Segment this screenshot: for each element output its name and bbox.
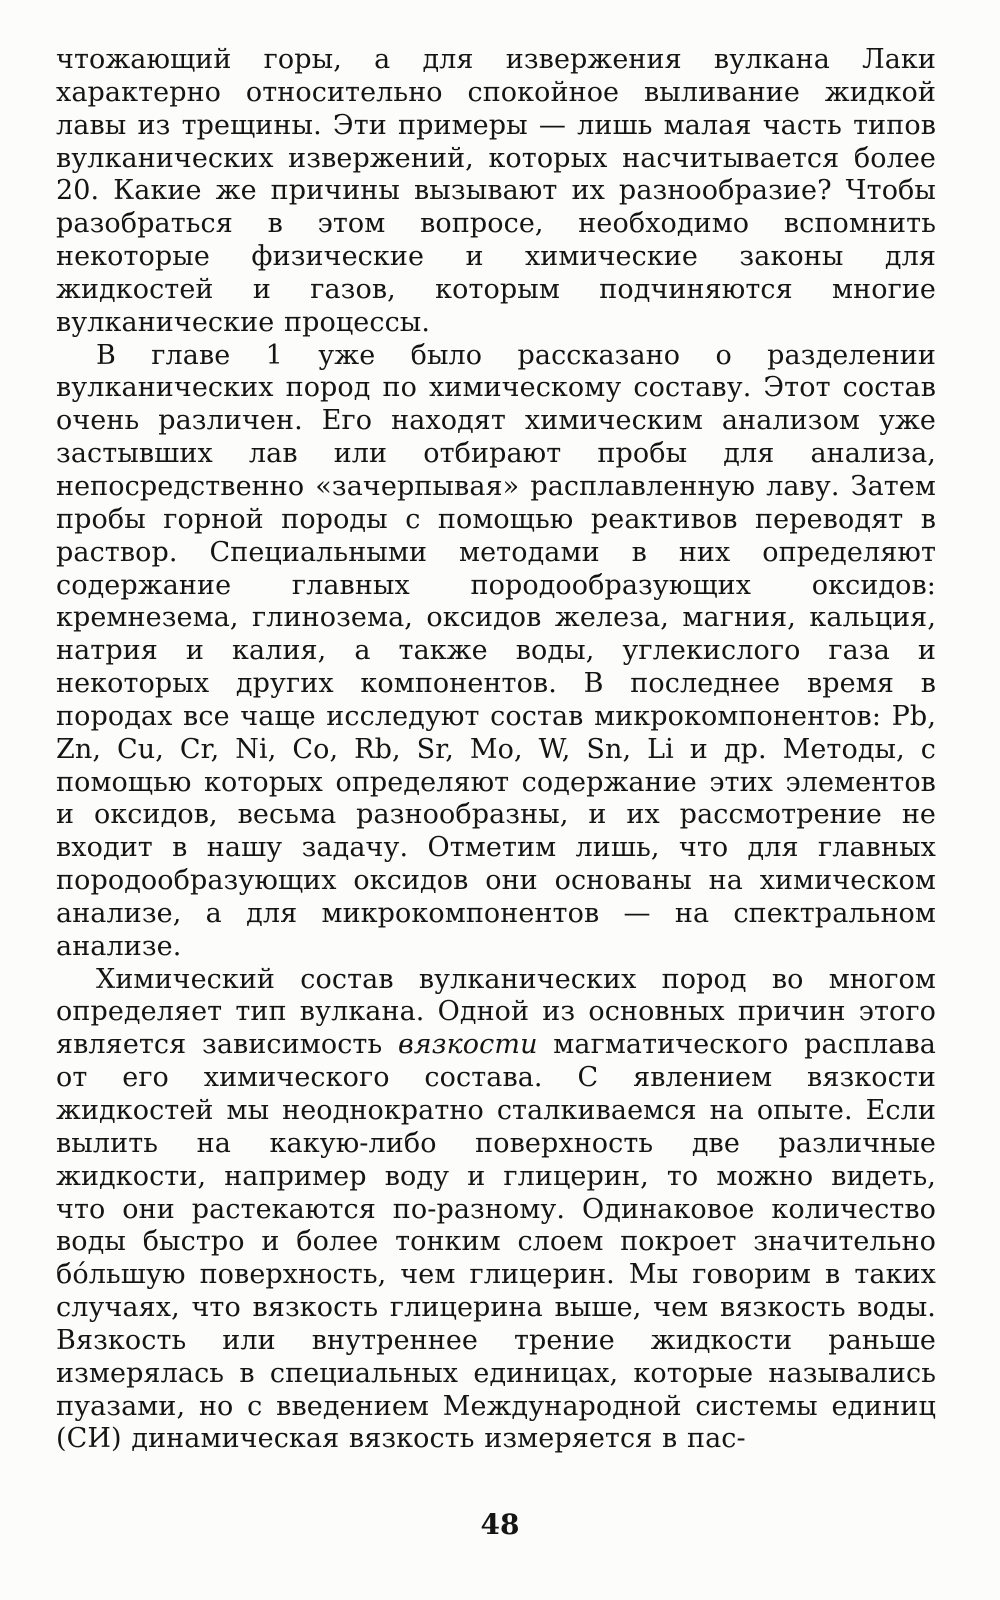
- body-text: [56, 44, 936, 1456]
- term-viscosity: вязкости: [397, 1029, 538, 1061]
- page-number: 48: [480, 1508, 520, 1541]
- paragraph-viscosity-after: магматического расплава от его химического состава. С явлением вязкости жидкостей мы неоднократно сталкиваемся на опыте. Если вылить на какую-либо поверхность две различные жидкости, например воду и глицерин, то можно видеть, что они растекаются по-разному. Одинаковое количество воды быстро и более тонким слоем покроет значительно бóльшую поверхность, чем глицерин. Мы говорим в таких случаях, что вязкость глицерина выше, чем вязкость воды. Вязкость или внутреннее трение жидкости раньше измерялась в специальных единицах, которые назывались пуазами, но с введением Международной системы единиц (СИ) динамическая вязкость измеряется в пас-: [56, 1029, 936, 1455]
- paragraph-viscosity-before: Химический состав вулканических пород во многом определяет тип вулкана. Одной из основных причин этого является зависимость: [56, 963, 936, 1061]
- paragraph-chemical-composition: В главе 1 уже было рассказано о разделении вулканических пород по химическому составу. Этот состав очень различен. Его находят химическим анализом уже застывших лав или отбирают пробы для анализа, непосредственно «зачерпывая» расплавленную лаву. Затем пробы горной породы с помощью реактивов переводят в раствор. Специальными методами в них определяют содержание главных породообразующих оксидов: кремнезема, глинозема, оксидов железа, магния, кальция, натрия и калия, а также воды, углекислого газа и некоторых других компонентов. В последнее время в породах все чаще исследуют состав микрокомпонентов: Pb, Zn, Cu, Cr, Ni, Co, Rb, Sr, Mo, W, Sn, Li и др. Методы, с помощью которых определяют содержание этих элементов и оксидов, весьма разнообразны, и их рассмотрение не входит в нашу задачу. Отметим лишь, что для главных породообразующих оксидов они основаны на химическом анализе, а для микрокомпонентов — на спектральном анализе.: [56, 339, 936, 962]
- paragraph-continuation: чтожающий горы, а для извержения вулкана Лаки характерно относительно спокойное выливание жидкой лавы из трещины. Эти примеры — лишь малая часть типов вулканических извержений, которых насчитывается более 20. Какие же причины вызывают их разнообразие? Чтобы разобраться в этом вопросе, необходимо вспомнить некоторые физические и химические законы для жидкостей и газов, которым подчиняются многие вулканические процессы.: [56, 44, 936, 338]
- paragraph-viscosity: [56, 964, 936, 1457]
